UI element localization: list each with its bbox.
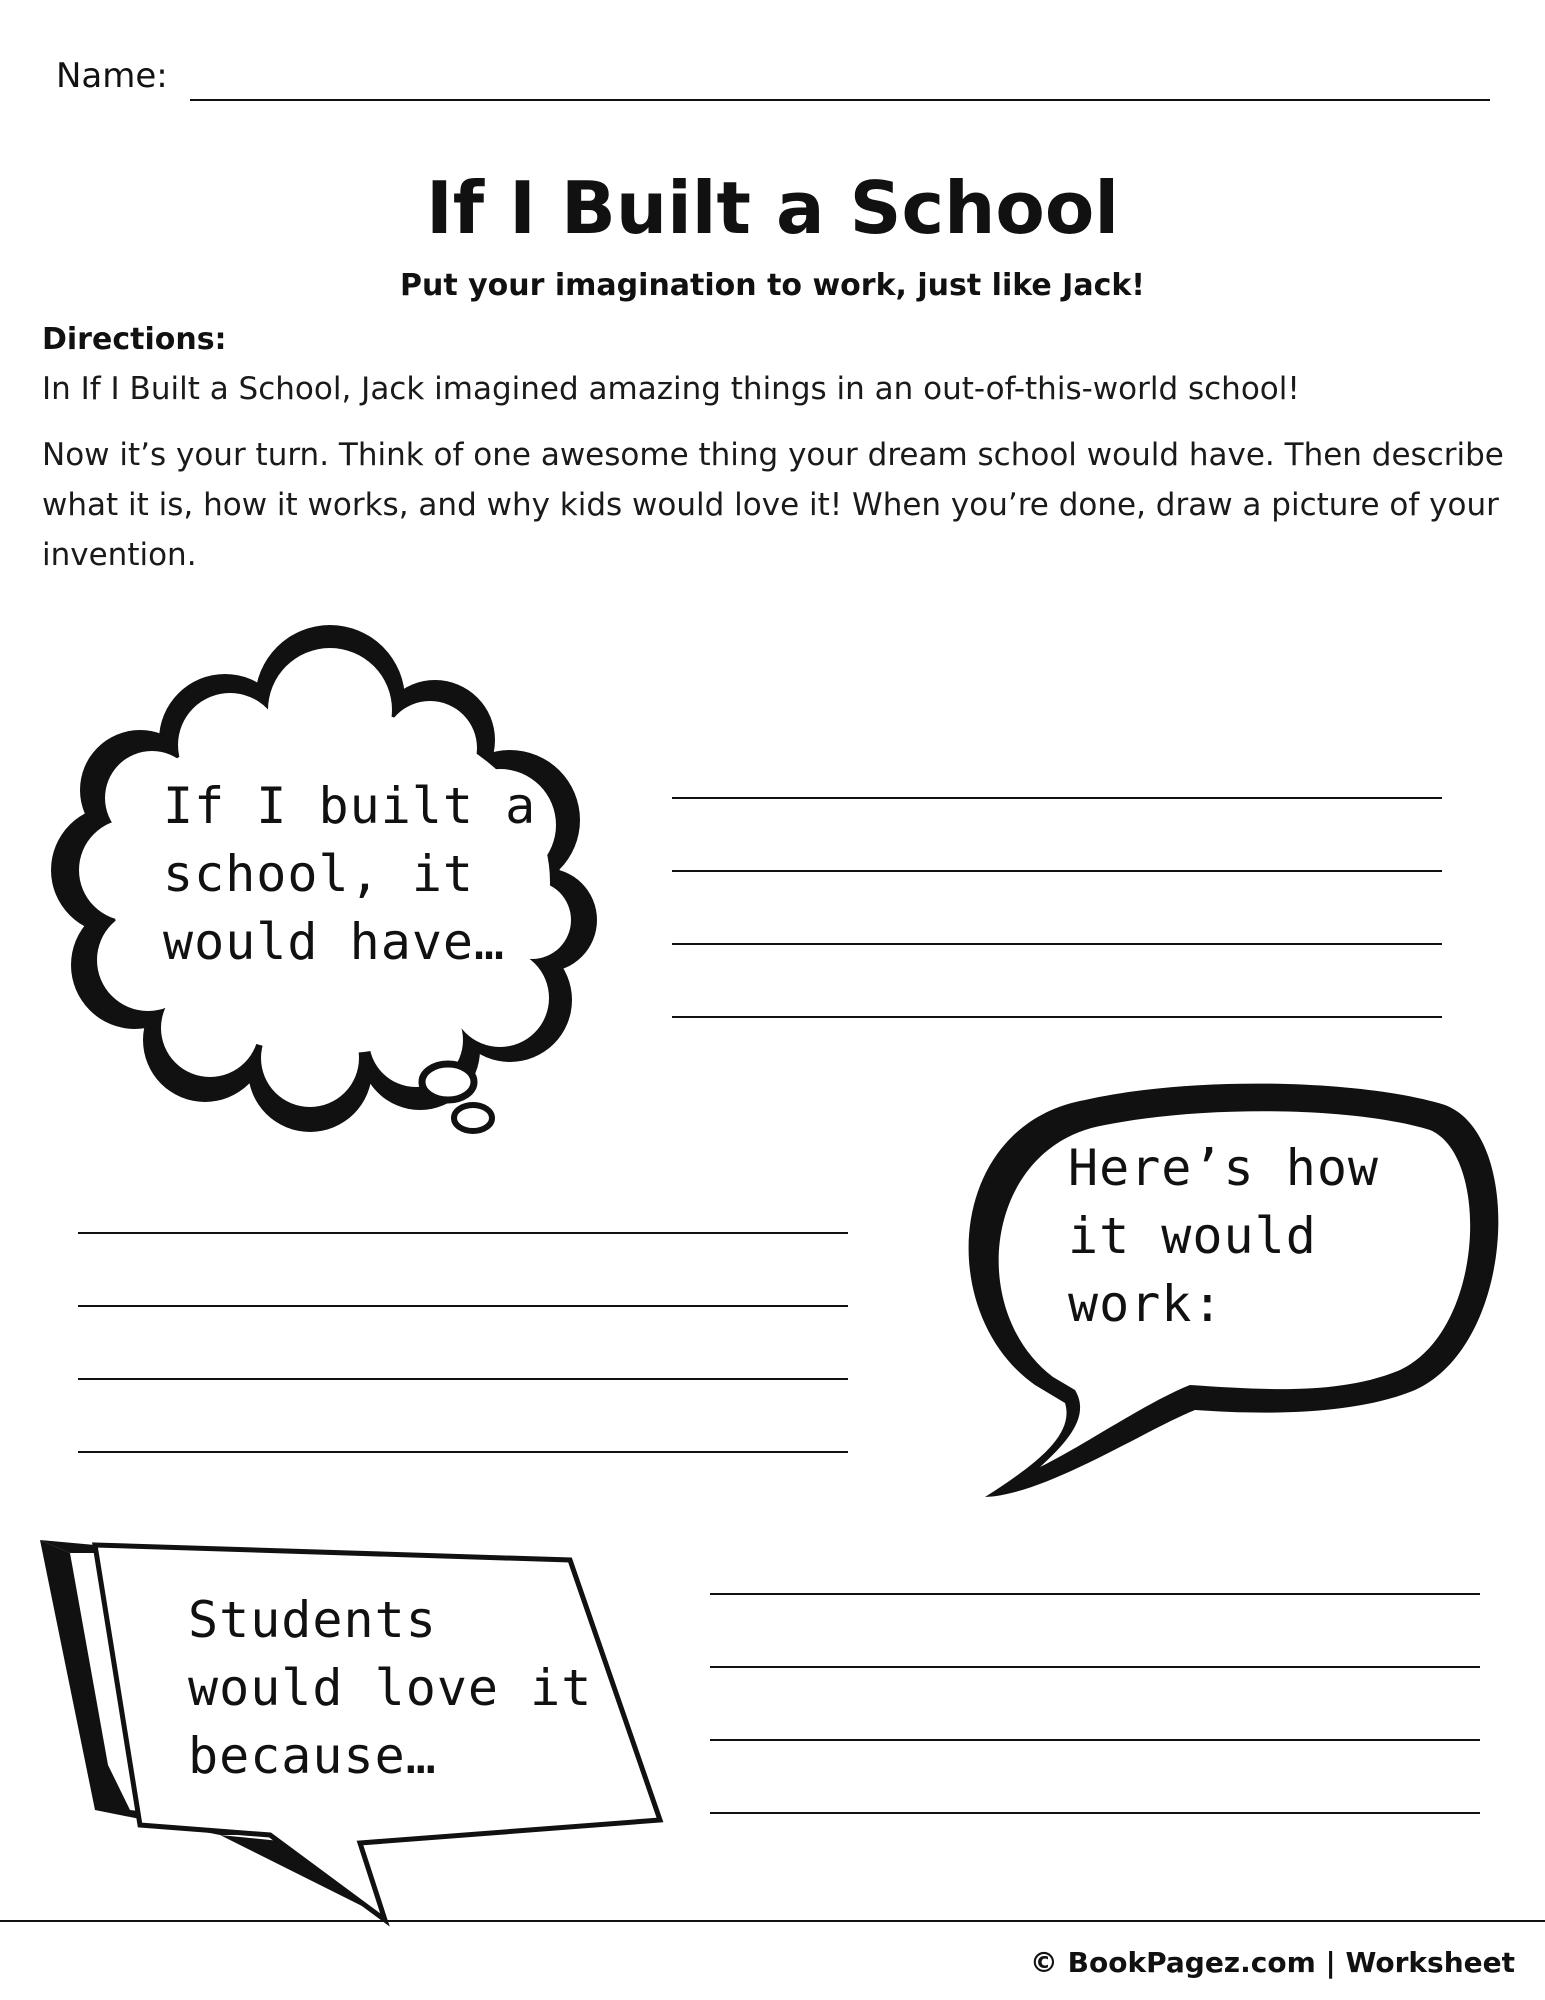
callout-line-1: Students <box>188 1591 437 1649</box>
callout-line-3: because… <box>188 1727 437 1785</box>
callout-line-2: would love it <box>188 1659 593 1717</box>
answer-line[interactable] <box>710 1666 1480 1668</box>
answer-lines-why <box>710 1593 1480 1885</box>
directions-paragraph-2: Now it’s your turn. Think of one awesome thing your dream school would have. Then describe what it is, how it works, and why kids would love it! When you’re done, draw a picture of your invention. <box>42 437 1504 573</box>
answer-line[interactable] <box>78 1305 848 1307</box>
page-subtitle: Put your imagination to work, just like Jack! <box>400 268 1145 303</box>
thought-bubble-line-3: would have… <box>163 913 506 971</box>
answer-line[interactable] <box>672 1016 1442 1018</box>
speech-bubble-text <box>1068 1134 1379 1338</box>
footer-credit: © BookPagez.com | Worksheet <box>1029 1946 1515 1979</box>
answer-line[interactable] <box>78 1378 848 1380</box>
speech-bubble-line-1: Here’s how <box>1068 1139 1380 1197</box>
directions-heading: Directions: <box>42 322 227 357</box>
answer-line[interactable] <box>672 870 1442 872</box>
thought-bubble-text <box>163 772 536 976</box>
answer-line[interactable] <box>78 1451 848 1453</box>
footer-rule <box>0 1920 1545 1922</box>
answer-line[interactable] <box>672 943 1442 945</box>
answer-line[interactable] <box>710 1739 1480 1741</box>
answer-lines-what <box>672 797 1442 1089</box>
speech-bubble-line-2: it would <box>1068 1207 1317 1265</box>
directions-paragraph-1: In If I Built a School, Jack imagined amazing things in an out-of-this-world school! <box>42 371 1300 407</box>
thought-bubble-line-2: school, it <box>163 845 475 903</box>
speech-bubble-line-3: work: <box>1068 1275 1224 1333</box>
answer-line[interactable] <box>78 1232 848 1234</box>
answer-lines-how <box>78 1232 848 1524</box>
thought-bubble-line-1: If I built a <box>163 777 537 835</box>
page-title: If I Built a School <box>425 166 1120 250</box>
answer-line[interactable] <box>672 797 1442 799</box>
answer-line[interactable] <box>710 1593 1480 1595</box>
callout-box-text <box>188 1586 592 1790</box>
name-label: Name: <box>56 56 168 96</box>
answer-line[interactable] <box>710 1812 1480 1814</box>
name-input-line[interactable] <box>190 99 1490 101</box>
